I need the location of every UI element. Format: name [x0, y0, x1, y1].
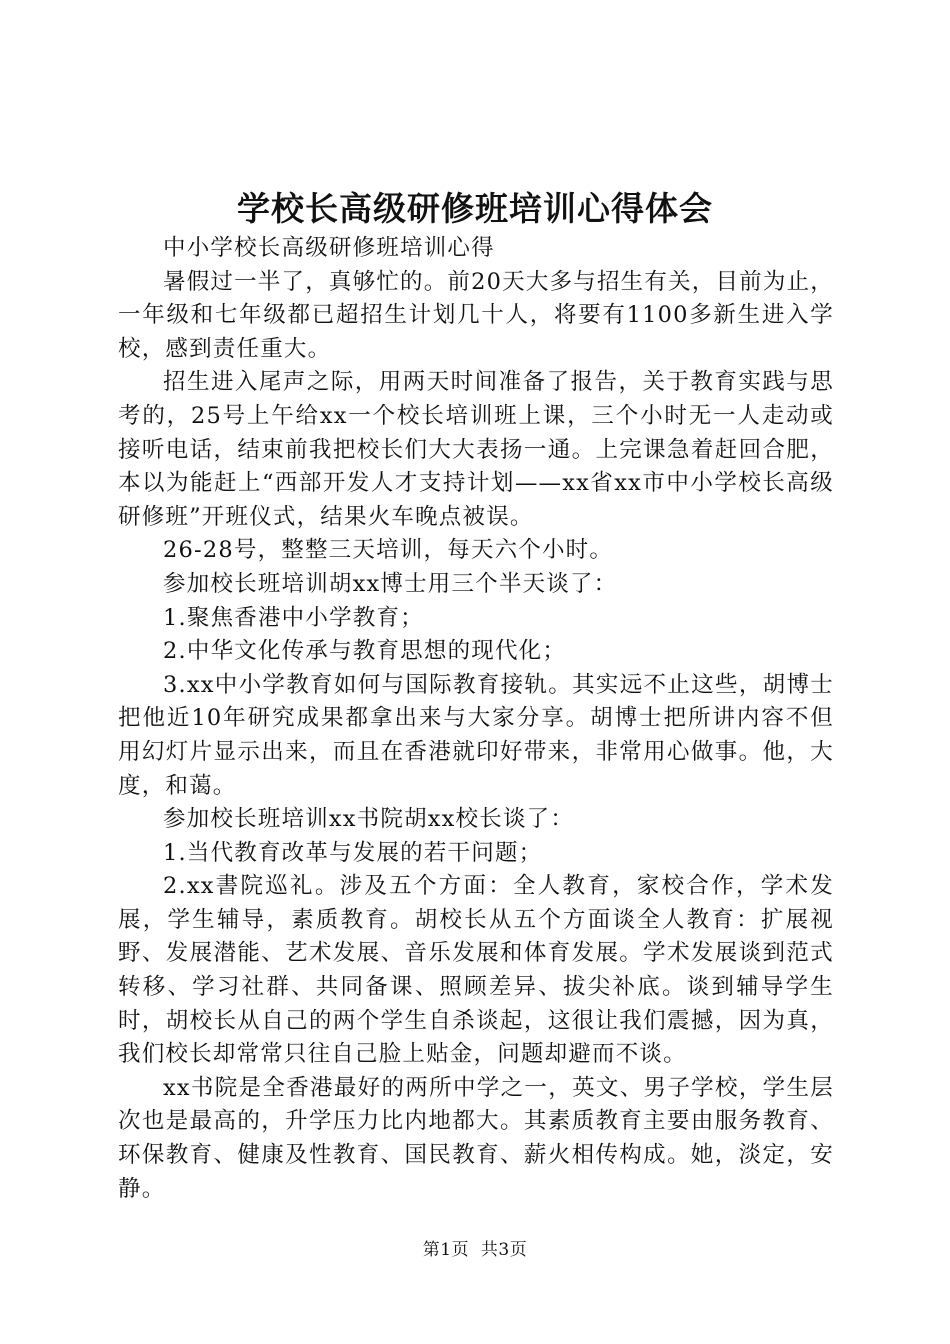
- document-title: 学校长高级研修班培训心得体会: [237, 189, 713, 228]
- list-item: 1.当代教育改革与发展的若干问题；: [163, 839, 543, 866]
- paragraph: 招生进入尾声之际，用两天时间准备了报告，关于教育实践与思考的，25号上午给xx一个校长培训班上课，三个小时无一人走动或接听电话，结束前我把校长们大大表扬一通。上完课急着赶回合肥，本以为能赶上“西部开发人才支持计划——xx省xx市中小学校长高级研修班”开班仪式，结果火车晚点被误。: [118, 369, 834, 530]
- list-item: 2.xx書院巡礼。涉及五个方面：全人教育，家校合作，学术发展，学生辅导，素质教育。胡校长从五个方面谈全人教育：扩展视野、发展潜能、艺术发展、音乐发展和体育发展。学术发展谈到范式转移、学习社群、共同备课、照顾差异、拔尖补底。谈到辅导学生时，胡校长从自己的两个学生自杀谈起，这很让我们震撼，因为真，我们校长却常常只往自己脸上贴金，问题却避而不谈。: [118, 873, 834, 1068]
- list-item: 3.xx中小学教育如何与国际教育接轨。其实远不止这些，胡博士把他近10年研究成果都拿出来与大家分享。胡博士把所讲内容不但用幻灯片显示出来，而且在香港就印好带来，非常用心做事。他，大度，和蔼。: [118, 671, 834, 799]
- page-number: 第1页: [422, 1240, 470, 1260]
- page-total: 共3页: [480, 1240, 528, 1260]
- document-body: [118, 232, 834, 1206]
- list-item: 1.聚焦香港中小学教育；: [163, 604, 424, 631]
- paragraph: 参加校长班培训xx书院胡xx校长谈了：: [163, 806, 575, 833]
- paragraph: xx书院是全香港最好的两所中学之一，英文、男子学校，学生层次也是最高的，升学压力比内地都大。其素质教育主要由服务教育、环保教育、健康及性教育、国民教育、薪火相传构成。她，淡定，安静。: [118, 1074, 834, 1202]
- page-footer: [0, 1238, 950, 1262]
- paragraph: 参加校长班培训胡xx博士用三个半天谈了：: [163, 570, 618, 597]
- paragraph: 26-28号，整整三天培训，每天六个小时。: [163, 537, 614, 564]
- paragraph: 暑假过一半了，真够忙的。前20天大多与招生有关，目前为止，一年级和七年级都已超招生计划几十人，将要有1100多新生进入学校，感到责任重大。: [118, 268, 834, 362]
- list-item: 2.中华文化传承与教育思想的现代化；: [163, 638, 567, 665]
- paragraph-subtitle: 中小学校长高级研修班培训心得: [163, 235, 495, 261]
